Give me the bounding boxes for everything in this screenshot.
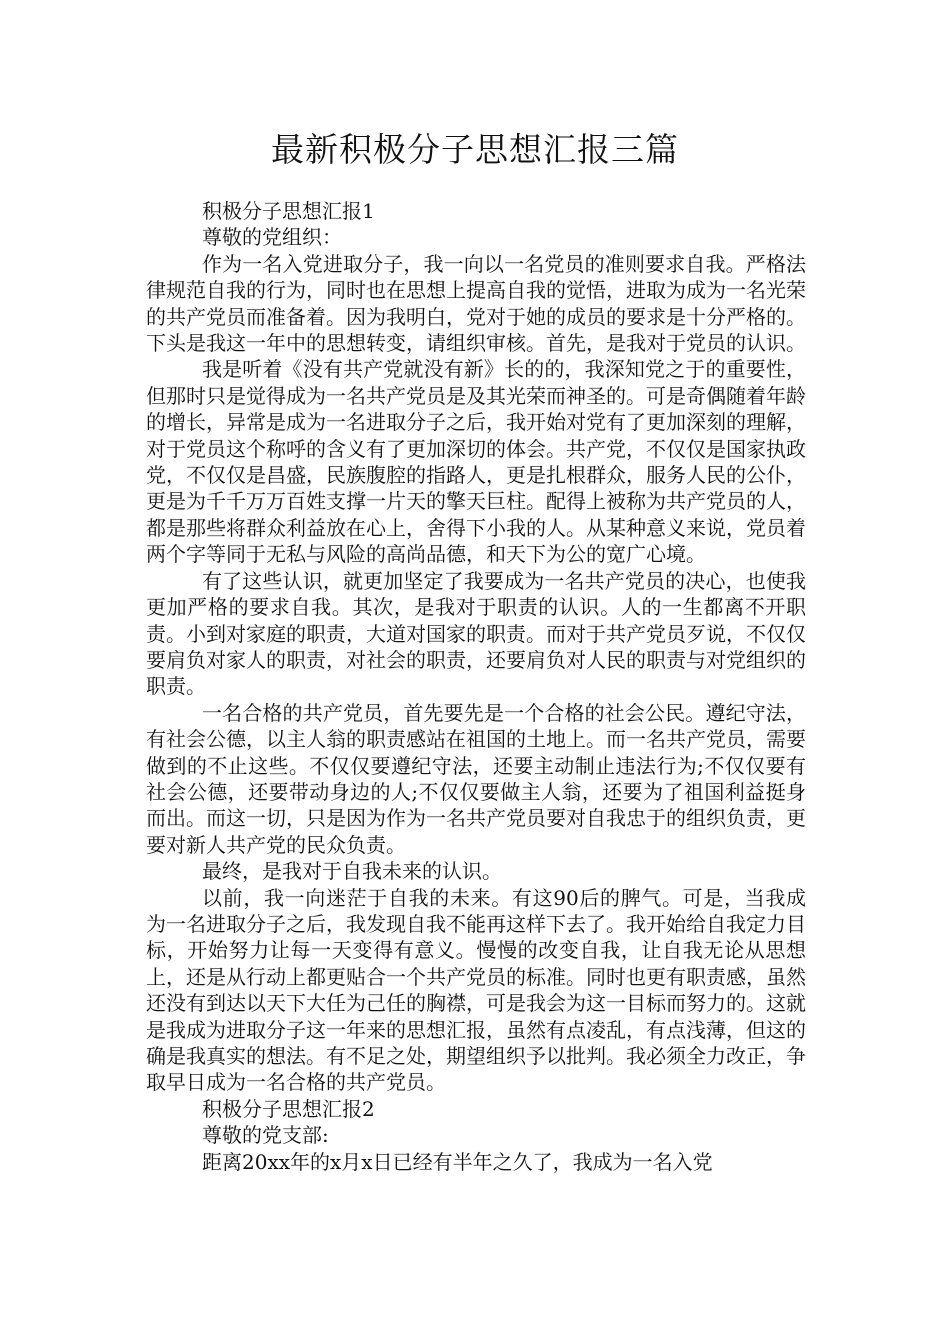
paragraph: 一名合格的共产党员，首先要先是一个合格的社会公民。遵纪守法，有社会公德，以主人翁的职责感站在祖国的土地上。而一名共产党员，需要做到的不止这些。不仅仅要遵纪守法，还要主动制止违法行为;不仅仅要有社会公德，还要带动身边的人;不仅仅要做主人翁，还要为了祖国利益挺身而出。而这一切，只是因为作为一名共产党员要对自我忠于的组织负责，更要对新人共产党的民众负责。: [146, 700, 806, 857]
paragraph: 有了这些认识，就更加坚定了我要成为一名共产党员的决心，也使我更加严格的要求自我。其次，是我对于职责的认识。人的一生都离不开职责。小到对家庭的职责，大道对国家的职责。而对于共产党员歹说，不仅仅要肩负对家人的职责，对社会的职责，还要肩负对人民的职责与对党组织的职责。: [146, 568, 806, 699]
paragraph: 以前，我一向迷茫于自我的未来。有这90后的脾气。可是，当我成为一名进取分子之后，我发现自我不能再这样下去了。我开始给自我定力目标，开始努力让每一天变得有意义。慢慢的改变自我，让自我无论从思想上，还是从行动上都更贴合一个共产党员的标准。同时也更有职责感，虽然还没有到达以天下大任为己任的胸襟，可是我会为这一目标而努力的。这就是我成为进取分子这一年来的思想汇报，虽然有点凌乱，有点浅薄，但这的确是我真实的想法。有不足之处，期望组织予以批判。我必须全力改正，争取早日成为一名合格的共产党员。: [146, 885, 806, 1095]
paragraph: 距离20xx年的x月x日已经有半年之久了，我成为一名入党: [202, 1149, 713, 1174]
document-body: [146, 198, 806, 1175]
paragraph: 我是听着《没有共产党就没有新》长的的，我深知党之于的重要性，但那时只是觉得成为一名共产党员是及其光荣而神圣的。可是奇偶随着年龄的增长，异常是成为一名进取分子之后，我开始对党有了更加深刻的理解，对于党员这个称呼的含义有了更加深切的体会。共产党，不仅仅是国家执政党，不仅仅是昌盛，民族腹腔的指路人，更是扎根群众，服务人民的公仆，更是为千千万万百姓支撑一片天的擎天巨柱。配得上被称为共产党员的人，都是那些将群众利益放在心上，舍得下小我的人。从某种意义来说，党员着两个字等同于无私与风险的高尚品德，和天下为公的宽广心境。: [146, 357, 806, 567]
salutation-1: 尊敬的党组织：: [202, 225, 342, 250]
paragraph: 最终，是我对于自我未来的认识。: [202, 859, 502, 884]
salutation-2: 尊敬的党支部:: [202, 1123, 329, 1148]
paragraph: 作为一名入党进取分子，我一向以一名党员的准则要求自我。严格法律规范自我的行为，同时也在思想上提高自我的觉悟，进取为成为一名光荣的共产党员而准备着。因为我明白，党对于她的成员的要求是十分严格的。下头是我这一年中的思想转变，请组织审核。首先，是我对于党员的认识。: [146, 251, 806, 356]
report-heading-2: 积极分子思想汇报2: [202, 1096, 375, 1121]
document-title: 最新积极分子思想汇报三篇: [271, 130, 679, 169]
report-heading-1: 积极分子思想汇报1: [202, 199, 375, 223]
